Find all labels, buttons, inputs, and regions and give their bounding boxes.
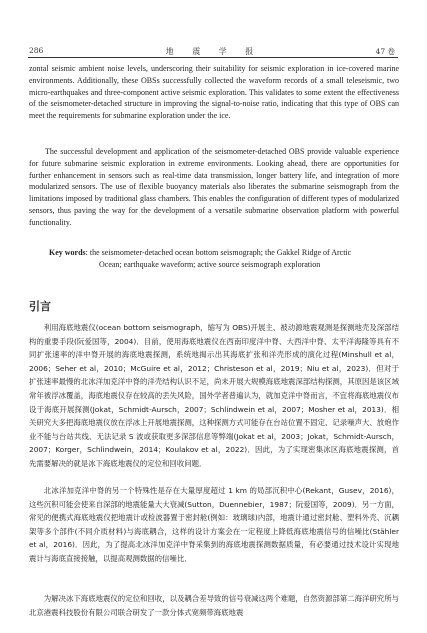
abstract-paragraph-1: zontal seismic ambient noise levels, underscoring their suitability for seismic exploration in ice-covered marine environments. Additionally, these OBSs successfully collected the waveform records of a small teleseismic, two micro-earthquakes and three-component active seismic exploration. This validates to some extent the effectiveness of the seismometer-detached structure in improving the signal-to-noise ratio, indicating that this type of OBS can meet the requirements for submarine exploration under the ice. — [29, 64, 399, 121]
volume-label: 47 卷 — [375, 47, 395, 56]
header-rule — [28, 57, 398, 58]
body-paragraph-3: 为解决冰下海底地震仪的定位和回收，以及耦合差导致的信号衰减这两个难题，自然资源部第二海洋研究所与北京港震科技股份有限公司联合研发了一款分体式宽频带海底地震 — [29, 594, 399, 617]
body-paragraph-2: 北冰洋加克洋中脊的另一个特殊性是存在大量厚度超过 1 km 的局部沉积中心(Rekant，Gusev，2016)，这些沉积可能会使来自深部的地震能量大大衰减(Sutton，Duennebier，1987；阮爱国等，2009)．另一方面，常见的便携式海底地震仪把地震计或检波器置于密封舱(例如：玻璃球)内部，地震计通过密封舱、塑料外壳、沉耦架等多个部件(不同介质材料)与海底耦合，这样的设计方案会在一定程度上降低海底地震信号的信噪比(Stähler et al，2016)．因此，为了提高北冰洋加克洋中脊采集到的海底地震探测数据质量，有必要通过技术设计实现地震计与海底直接接触，以提高观测数据的信噪比． — [29, 486, 399, 563]
keywords-line-2: Ocean; earthquake waveform; active source seismograph exploration — [99, 259, 321, 269]
abstract-paragraph-2: The successful development and application of the seismometer-detached OBS provide valuable experience for future submarine seismic exploration in extreme environments. Looking ahead, there are opportunities for further enhancement in sensors such as real-time data transmission, longer battery life, and integration of more modularized sensors. The use of flexible buoyancy materials also liberates the submarine seismograph from the limitations imposed by traditional glass chambers. This enables the configuration of different types of modularized sensors, thus paving the way for the development of a versatile submarine observation platform with powerful functionality. — [29, 147, 399, 227]
journal-title: 地 震 学 报 — [165, 47, 262, 56]
keywords-label: Key words — [49, 248, 86, 257]
body-paragraph-1: 利用海底地震仪(ocean bottom seismograph，缩写为 OBS)开展主、被动源地震观测是探测地壳及深部结构的重要手段(阮爱国等，2004)．目前，使用海底地震仪在西南印度洋中脊、大西洋中脊、太平洋海隆等具有不同扩张速率的洋中脊开展的海底地震探测，系统地揭示出其海底扩张和洋壳形成的演化过程(Minshull et al，2006；Seher et al，2010；McGuire et al，2012；Christeson et al，2019；Niu et al，2023)．但对于扩张速率最慢的北冰洋加克洋中脊的洋壳结构认识不足，尚未开展大规模海底地震深部结构探测，其原因是该区域常年被浮冰覆盖，海底地震仪存在较高的丢失风险，国外学者普遍认为，就加克洋中脊而言，不宜将海底地震仪布设于海底开展探测(Jokat，Schmidt-Aursch，2007；Schlindwein et al，2007；Mosher et al，2013)．相关研究大多把海底地震仪放在浮冰上开展地震探测，这种探测方式可能存在台站位置不固定、记录噪声大、放炮作业不能与台站共线、无法记录 S 波或获取更多深部信息等弊端(Jokat et al，2003；Jokat，Schmidt-Aursch，2007；Korger，Schlindwein，2014；Koulakov et al，2022)．因此，为了实现密集冰区海底地震探测，首先需要解决的就是冰下海底地震仪的定位和回收问题． — [29, 323, 399, 468]
keywords — [49, 247, 389, 271]
keywords-line-1: : the seismometer-detached ocean bottom seismograph; the Gakkel Ridge of Arctic — [85, 248, 352, 257]
section-title: 引言 — [29, 300, 51, 313]
page-number: 286 — [29, 46, 44, 55]
